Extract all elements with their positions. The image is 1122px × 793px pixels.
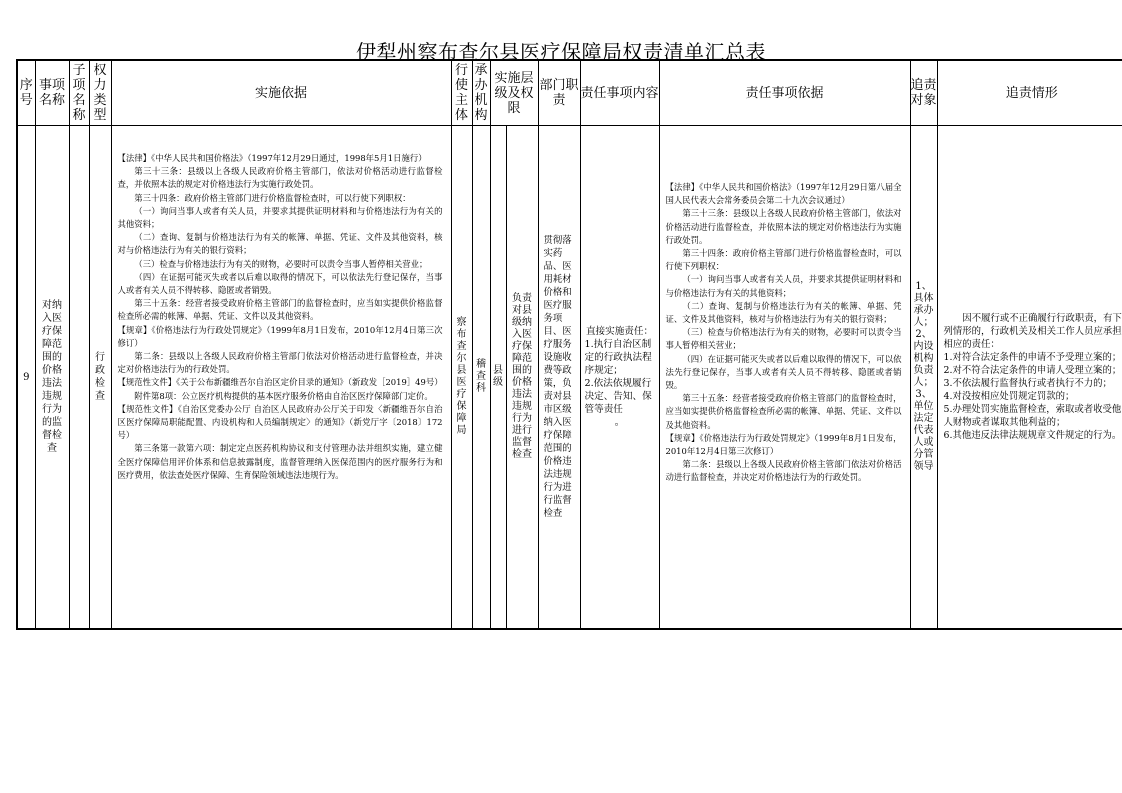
header-subject: 行使主体 xyxy=(451,60,472,126)
basis-line: 【法律】《中华人民共和国价格法》（1997年12月29日通过，1998年5月1日施行） xyxy=(117,153,427,163)
basis-line: 【规章】《价格违法行为行政处罚规定》（1999年8月1日发布，2010年12月4日第三次修订） xyxy=(117,324,443,348)
table-row xyxy=(17,126,1122,630)
header-target: 追责对象 xyxy=(910,60,937,126)
resp-basis-line: 第三十三条：县级以上各级人民政府价格主管部门，依法对价格活动进行监督检查，并依照本法的规定对价格违法行为实施行政处罚。 xyxy=(665,208,902,245)
basis-line: （三）检查与价格违法行为有关的财物，必要时可以责令当事人暂停相关营业； xyxy=(134,258,428,269)
responsibility-table xyxy=(16,59,1122,630)
resp-basis-line: 【法律】《中华人民共和国价格法》（1997年12月29日第八届全国人民代表大会常务委员会第二十九次会议通过） xyxy=(665,182,902,206)
cell-resp-basis xyxy=(659,126,910,630)
cell-duty: 贯彻落实药品、医用耗材价格和医疗服务项目、医疗服务设施收费等政策，负责对县市区级纳入医疗保障范围的价格违法违规行为进行监督检查 xyxy=(538,126,580,630)
header-level: 实施层级及权限 xyxy=(490,60,538,126)
cell-seq: 9 xyxy=(17,126,35,630)
basis-line: 第三十五条：经营者接受政府价格主管部门的监督检查时，应当如实提供价格监督检查所必需的帐簿、单据、凭证、文件以及其他资料。 xyxy=(117,298,443,322)
basis-line: （二）查询、复制与价格违法行为有关的帐簿、单据、凭证、文件及其他资料，核对与价格违法行为有关的银行资料； xyxy=(117,232,443,256)
basis-line: 【规范性文件】《自治区党委办公厅 自治区人民政府办公厅关于印发〈新疆维吾尔自治区医疗保障局职能配置、内设机构和人员编制规定〉的通知》（新党厅字〔2018〕172号） xyxy=(117,403,443,441)
cell-resp-content xyxy=(580,126,659,630)
situation-line: 2.对不符合法定条件的申请人受理立案的； xyxy=(943,365,1122,376)
cell-target: 1、具体承办人；2、内设机构负责人；3、单位法定代表人或分管领导 xyxy=(910,126,937,630)
header-situation: 追责情形 xyxy=(937,60,1122,126)
header-resp-basis: 责任事项依据 xyxy=(659,60,910,126)
header-duty: 部门职责 xyxy=(538,60,580,126)
cell-level-short: 县级 xyxy=(490,126,506,630)
resp-basis-line: （三）检查与价格违法行为有关的财物，必要时可以责令当事人暂停相关营业； xyxy=(665,327,902,351)
header-resp-content: 责任事项内容 xyxy=(580,60,659,126)
basis-line: （一）询问当事人或者有关人员，并要求其提供证明材料和与价格违法行为有关的其他资料； xyxy=(117,205,443,230)
situation-line: 3.不依法履行监督执行或者执行不力的； xyxy=(943,378,1112,389)
cell-power-type: 行政检查 xyxy=(89,126,111,630)
header-org: 承办机构 xyxy=(472,60,490,126)
situation-line: 6.其他违反法律法规规章文件规定的行为。 xyxy=(943,430,1122,441)
resp-basis-line: 第二条：县级以上各级人民政府价格主管部门依法对价格活动进行监督检查，并决定对价格违法行为的行政处罚。 xyxy=(665,459,902,483)
basis-line: 第三十四条：政府价格主管部门进行价格监督检查时，可以行使下列职权： xyxy=(134,192,411,203)
cell-item-name: 对纳入医疗保障范围的价格违法违规行为的监督检查 xyxy=(35,126,69,630)
resp-content-line: 2.依法依规履行决定、告知、保管等责任 xyxy=(584,378,652,415)
cell-org: 稽查科 xyxy=(472,126,490,630)
header-basis: 实施依据 xyxy=(111,60,451,126)
situation-line: 因不履行或不正确履行行政职责，有下列情形的，行政机关及相关工作人员应承担相应的责任： xyxy=(943,313,1122,350)
header-power-type: 权力类型 xyxy=(89,60,111,126)
page-title: 伊犁州察布查尔县医疗保障局权责清单汇总表 xyxy=(356,40,766,64)
basis-line: 附件第8项：公立医疗机构提供的基本医疗服务价格由自治区医疗保障部门定价。 xyxy=(134,390,433,401)
basis-line: 【规范性文件】《关于公布新疆维吾尔自治区定价目录的通知》（新政发［2019］49号） xyxy=(117,377,443,388)
resp-content-line: 。 xyxy=(614,417,625,428)
cell-basis xyxy=(111,126,451,630)
cell-sub-item-name xyxy=(69,126,89,630)
resp-basis-line: 第三十五条：经营者接受政府价格主管部门的监督检查时，应当如实提供价格监督检查所必需的帐簿、单据、凭证、文件以及其他资料。 xyxy=(665,393,902,430)
basis-line: （四）在证据可能灭失或者以后难以取得的情况下，可以依法先行登记保存，当事人或者有关人员不得转移、隐匿或者销毁。 xyxy=(117,271,443,296)
cell-subject: 察布查尔县医疗保障局 xyxy=(451,126,472,630)
resp-basis-line: （一）询问当事人或者有关人员，并要求其提供证明材料和与价格违法行为有关的其他资料； xyxy=(665,274,902,298)
situation-line: 1.对符合法定条件的申请不予受理立案的； xyxy=(943,352,1122,363)
resp-basis-line: 第三十四条：政府价格主管部门进行价格监督检查时，可以行使下列职权： xyxy=(665,248,902,272)
situation-line: 4.对没按相应处罚规定罚款的； xyxy=(943,391,1075,402)
header-sub-item-name: 子项名称 xyxy=(69,60,89,126)
header-seq: 序号 xyxy=(17,60,35,126)
resp-content-line: 直接实施责任： xyxy=(585,326,654,337)
basis-line: 第三十三条：县级以上各级人民政府价格主管部门，依法对价格活动进行监督检查，并依照本法的规定对价格违法行为实施行政处罚。 xyxy=(117,166,443,190)
resp-basis-line: （四）在证据可能灭失或者以后难以取得的情况下，可以依法先行登记保存，当事人或者有关人员不得转移、隐匿或者销毁。 xyxy=(665,353,902,391)
cell-level-detail: 负责对县级纳入医疗保障范围的价格违法违规行为进行监督检查 xyxy=(506,126,538,630)
basis-line: 第三条第一款第六项：制定定点医药机构协议和支付管理办法并组织实施，建立健全医疗保障信用评价体系和信息披露制度，监督管理纳入医保范围内的医疗服务行为和医疗费用，依法查处医疗保障、生育保险领域违法违规行为。 xyxy=(117,443,443,480)
resp-basis-line: 【规章】《价格违法行为行政处罚规定》（1999年8月1日发布，2010年12月4日第三次修订） xyxy=(665,432,902,457)
header-item-name: 事项名称 xyxy=(35,60,69,126)
header-row xyxy=(17,60,1122,126)
situation-line: 5.办理处罚实施监督检查，索取或者收受他人财物或者谋取其他利益的； xyxy=(943,404,1122,428)
resp-basis-line: （二）查询、复制与价格违法行为有关的帐簿、单据、凭证、文件及其他资料，核对与价格违法行为有关的银行资料； xyxy=(665,300,902,325)
basis-line: 第二条：县级以上各级人民政府价格主管部门依法对价格活动进行监督检查，并决定对价格违法行为的行政处罚。 xyxy=(117,351,443,375)
cell-situation xyxy=(937,126,1122,630)
resp-content-line: 1.执行自治区制定的行政执法程序规定； xyxy=(584,339,652,376)
